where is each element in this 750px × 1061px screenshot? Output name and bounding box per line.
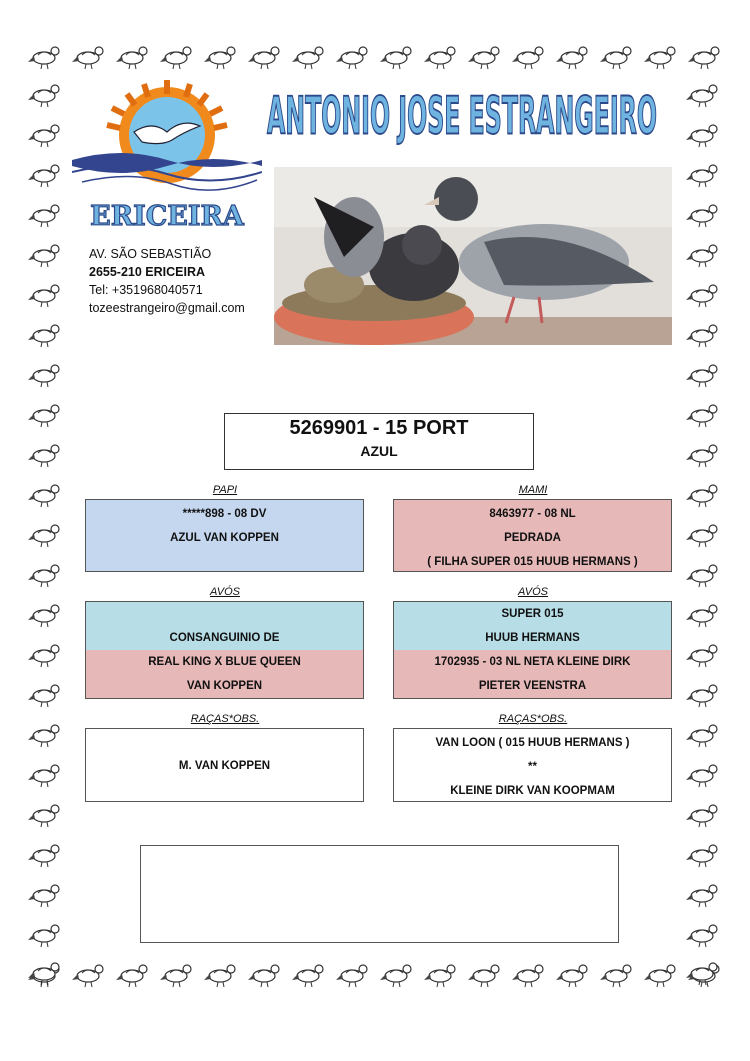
avos-right-line4: PIETER VEENSTRA xyxy=(478,680,587,692)
avos-right-label: AVÓS xyxy=(518,586,548,598)
pigeon-border-top xyxy=(28,34,722,74)
address-email[interactable]: tozeestrangeiro@gmail.com xyxy=(89,301,245,315)
avos-left-label: AVÓS xyxy=(210,586,240,598)
avos-right-line3: 1702935 - 03 NL NETA KLEINE DIRK xyxy=(434,656,631,668)
breeder-name: ANTONIO JOSE ESTRANGEIRO xyxy=(267,85,657,146)
mami-name: PEDRADA xyxy=(504,532,561,544)
notes-box xyxy=(140,845,619,943)
avos-right-line1: SUPER 015 xyxy=(501,608,564,620)
racas-left-box xyxy=(85,728,364,802)
club-name: ERICEIRA xyxy=(90,201,244,232)
avos-left-line3: VAN KOPPEN xyxy=(186,680,263,692)
avos-left-line2: REAL KING X BLUE QUEEN xyxy=(148,656,301,668)
racas-right-line3: KLEINE DIRK VAN KOOPMAM xyxy=(450,785,615,797)
pigeon-border-right xyxy=(686,74,722,992)
avos-right-line2: HUUB HERMANS xyxy=(485,632,580,644)
racas-right-line1: VAN LOON ( 015 HUUB HERMANS ) xyxy=(435,737,630,749)
address-phone: Tel: +351968040571 xyxy=(89,283,203,297)
papi-name: AZUL VAN KOPPEN xyxy=(170,532,279,544)
mami-note: ( FILHA SUPER 015 HUUB HERMANS ) xyxy=(427,556,638,568)
pigeon-border-bottom xyxy=(28,952,722,992)
avos-left-box xyxy=(85,601,364,699)
papi-label: PAPI xyxy=(212,484,238,496)
ericeira-club-logo xyxy=(72,80,262,240)
address-postal: 2655-210 ERICEIRA xyxy=(89,265,206,279)
breeder-name-title xyxy=(262,82,662,152)
bird-color: AZUL xyxy=(360,443,398,459)
racas-right-label: RAÇAS*OBS. xyxy=(498,713,568,725)
racas-right-box xyxy=(393,728,672,802)
address-block xyxy=(89,245,245,317)
pigeons-photo xyxy=(274,167,672,345)
mami-box xyxy=(393,499,672,572)
papi-box xyxy=(85,499,364,572)
racas-right-line2: ** xyxy=(528,761,537,773)
ring-number-box xyxy=(224,413,534,470)
racas-left-text: M. VAN KOPPEN xyxy=(178,760,271,772)
mami-ring: 8463977 - 08 NL xyxy=(489,508,576,520)
pigeon-border-left xyxy=(28,74,64,992)
avos-left-line1: CONSANGUINIO DE xyxy=(169,632,280,644)
address-street: AV. SÃO SEBASTIÃO xyxy=(89,247,212,261)
ring-number: 5269901 - 15 PORT xyxy=(289,417,469,439)
mami-label: MAMI xyxy=(518,484,548,496)
racas-left-label: RAÇAS*OBS. xyxy=(190,713,260,725)
papi-ring: *****898 - 08 DV xyxy=(182,508,267,520)
avos-right-box xyxy=(393,601,672,699)
